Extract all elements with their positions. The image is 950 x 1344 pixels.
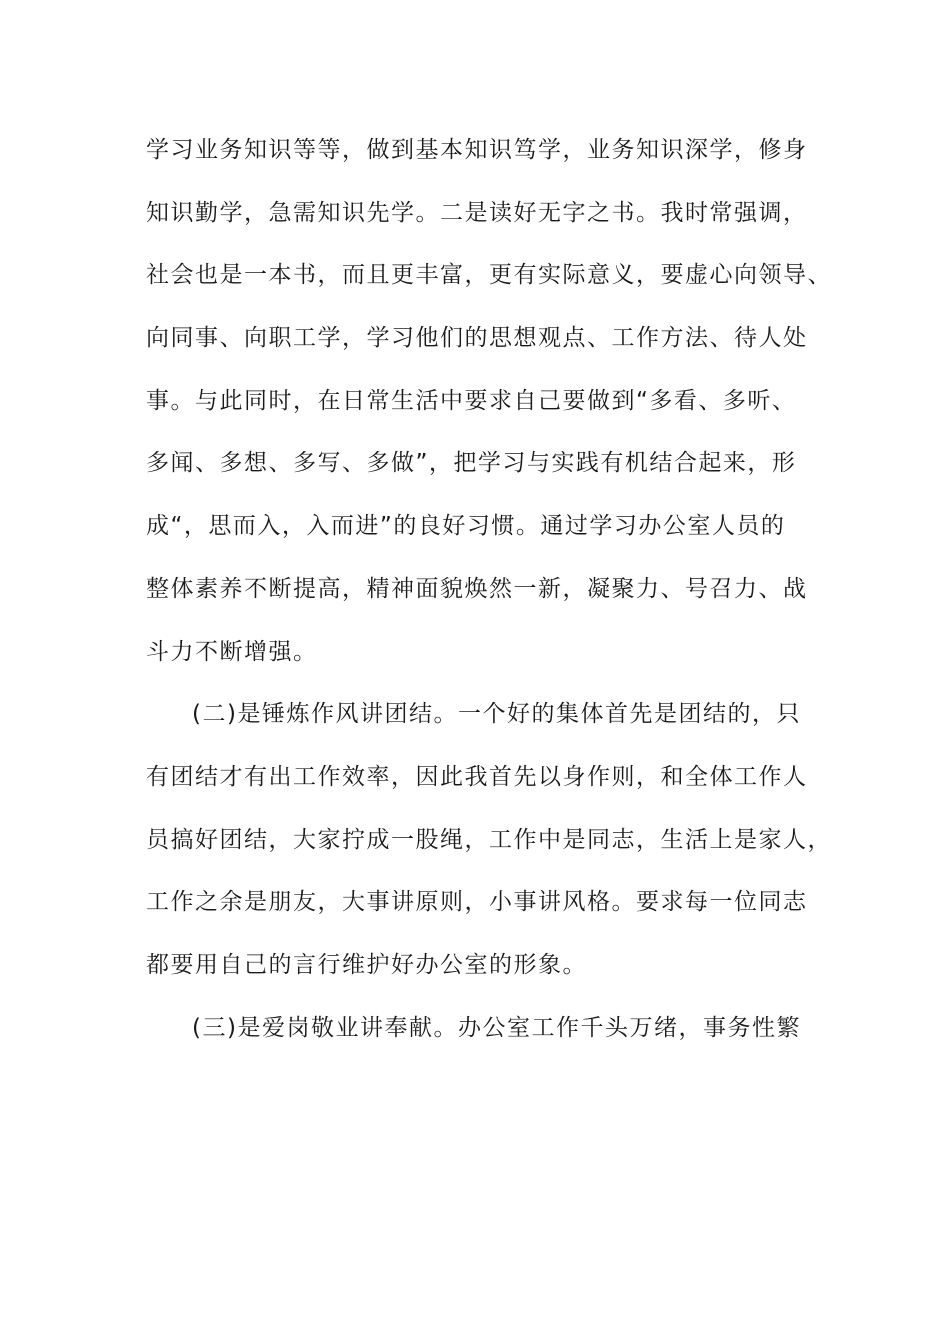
text-line: 社会也是一本书，而且更丰富，更有实际意义，要虚心向领导、 [146,262,832,289]
text-line: 事。与此同时，在日常生活中要求自己要做到“多看、多听、 [146,387,797,414]
text-line: 向同事、向职工学，学习他们的思想观点、工作方法、待人处 [146,325,808,352]
text-line: 成“，思而入，入而进”的良好习惯。通过学习办公室人员的 [146,513,786,540]
paragraph-start-line: (三)是爱岗敬业讲奉献。办公室工作千头万绪，事务性繁 [192,1014,801,1041]
text-line: 员搞好团结，大家拧成一股绳，工作中是同志，生活上是家人， [146,826,832,853]
text-line: 工作之余是朋友，大事讲原则，小事讲风格。要求每一位同志 [146,889,808,916]
text-line: 多闻、多想、多写、多做”，把学习与实践有机结合起来，形 [146,450,797,477]
text-line: 整体素养不断提高，精神面貌焕然一新，凝聚力、号召力、战 [146,575,808,602]
text-line: 知识勤学，急需知识先学。二是读好无字之书。我时常强调， [146,199,808,226]
text-line: 都要用自己的言行维护好办公室的形象。 [146,951,587,978]
text-line: 斗力不断增强。 [146,638,318,665]
text-line: 学习业务知识等等，做到基本知识笃学，业务知识深学，修身 [146,137,808,163]
body-text [146,128,832,1068]
text-line: 有团结才有出工作效率，因此我首先以身作则，和全体工作人 [146,763,808,790]
paragraph-start-line: (二)是锤炼作风讲团结。一个好的集体首先是团结的，只 [192,701,801,728]
